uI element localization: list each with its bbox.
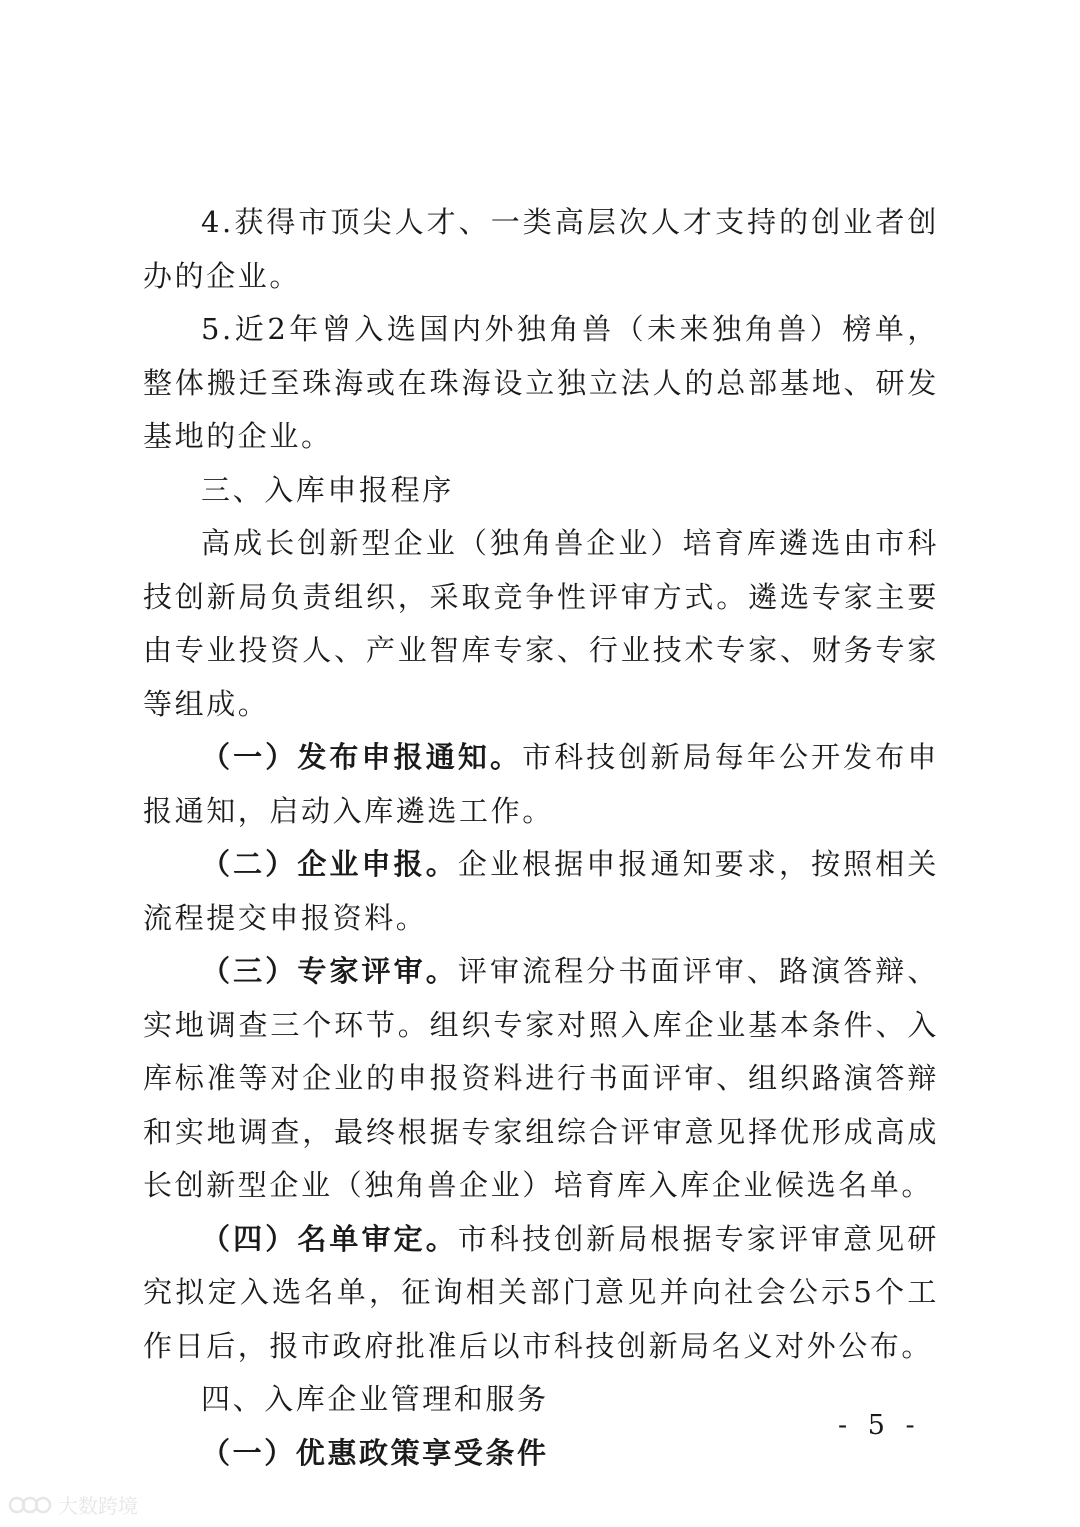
step-4-lead: （四）名单审定。 (201, 1221, 458, 1256)
step-4-text: 市科技创新局根据专家评审意见研究拟定入选名单，征询相关部门意见并向社会公示5个工作日后，报市政府批准后以市科技创新局名义对外公布。 (143, 1221, 939, 1363)
paragraph-step-3 (143, 945, 939, 1213)
step-1-lead: （一）发布申报通知。 (201, 740, 523, 774)
step-3-lead: （三）专家评审。 (201, 954, 458, 988)
paragraph-item-4: 4.获得市顶尖人才、一类高层次人才支持的创业者创办的企业。 (143, 205, 939, 293)
paragraph-item-5: 5.近2年曾入选国内外独角兽（未来独角兽）榜单，整体搬迁至珠海或在珠海设立独立法人的总部基地、研发基地的企业。 (143, 312, 939, 453)
paragraph-step-4 (143, 1213, 939, 1374)
paragraph-step-2 (143, 838, 939, 945)
step-2-text: 企业根据申报通知要求，按照相关流程提交申报资料。 (143, 847, 939, 935)
subheading-1-lead: （一）优惠政策享受条件 (201, 1435, 549, 1470)
watermark-text: 大数跨境 (58, 1494, 138, 1518)
step-2-lead: （二）企业申报。 (201, 847, 458, 881)
step-3-text: 评审流程分书面评审、路演答辩、实地调查三个环节。组织专家对照入库企业基本条件、入库标准等对企业的申报资料进行书面评审、组织路演答辩和实地调查，最终根据专家组综合评审意见择优形成高成长创新型企业（独角兽企业）培育库入库企业候选名单。 (143, 954, 939, 1202)
document-body (143, 196, 939, 1480)
page-number: - 5 - (838, 1410, 921, 1441)
section-heading-4: 四、入库企业管理和服务 (201, 1382, 549, 1416)
watermark (8, 1490, 138, 1519)
step-1-text: 市科技创新局每年公开发布申报通知，启动入库遴选工作。 (143, 740, 939, 828)
paragraph-intro: 高成长创新型企业（独角兽企业）培育库遴选由市科技创新局负责组织，采取竞争性评审方式。遴选专家主要由专业投资人、产业智库专家、行业技术专家、财务专家等组成。 (143, 526, 939, 721)
watermark-logo-icon (8, 1494, 52, 1516)
paragraph-subheading-1 (143, 1427, 939, 1481)
section-heading-3: 三、入库申报程序 (201, 472, 454, 507)
paragraph-step-1 (143, 731, 939, 838)
